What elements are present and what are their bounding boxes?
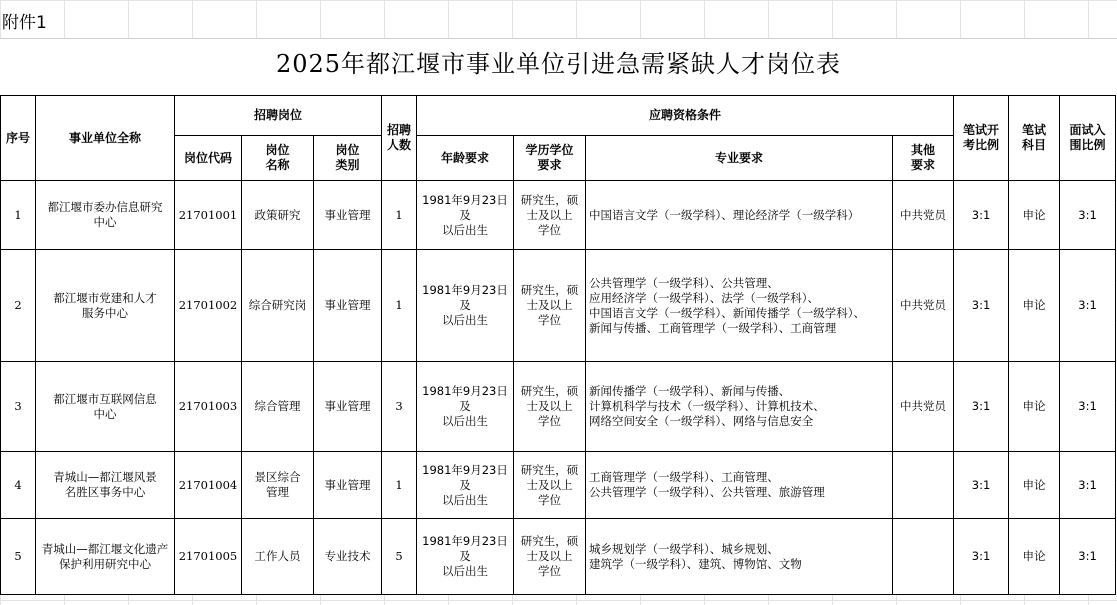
- row-post-name: 综合管理: [242, 362, 314, 452]
- row-seq: 4: [1, 452, 36, 519]
- row-count: 5: [382, 519, 417, 595]
- row-unit: 都江堰市互联网信息 中心: [36, 362, 175, 452]
- header-post-type: 岗位 类别: [314, 136, 382, 181]
- row-post-code: 21701004: [175, 452, 242, 519]
- row-exam-ratio: 3:1: [954, 181, 1009, 250]
- row-exam-ratio: 3:1: [954, 519, 1009, 595]
- row-major: 工商管理学（一级学科）、工商管理、 公共管理学（一级学科）、公共管理、旅游管理: [586, 452, 893, 519]
- row-unit: 青城山—都江堰风景 名胜区事务中心: [36, 452, 175, 519]
- row-count: 3: [382, 362, 417, 452]
- table-row: [1, 519, 1116, 595]
- header-post-code: 岗位代码: [175, 136, 242, 181]
- header-age: 年龄要求: [417, 136, 514, 181]
- row-count: 1: [382, 452, 417, 519]
- row-post-code: 21701002: [175, 250, 242, 362]
- row-edu: 研究生，硕 士及以上 学位: [514, 452, 586, 519]
- row-post-type: 事业管理: [314, 250, 382, 362]
- row-exam-ratio: 3:1: [954, 250, 1009, 362]
- row-count: 1: [382, 181, 417, 250]
- row-age: 1981年9月23日及 以后出生: [417, 362, 514, 452]
- table-row: [1, 362, 1116, 452]
- row-other: 中共党员: [893, 250, 954, 362]
- row-major: 新闻传播学（一级学科）、新闻与传播、 计算机科学与技术（一级学科）、计算机技术、 网络空间安全（一级学科）、网络与信息安全: [586, 362, 893, 452]
- header-post-name: 岗位 名称: [242, 136, 314, 181]
- table-row: [1, 452, 1116, 519]
- table-row: [1, 250, 1116, 362]
- header-seq: 序号: [1, 96, 36, 181]
- row-exam-subject: 申论: [1009, 250, 1060, 362]
- row-age: 1981年9月23日及 以后出生: [417, 452, 514, 519]
- row-post-name: 政策研究: [242, 181, 314, 250]
- row-post-type: 事业管理: [314, 362, 382, 452]
- row-post-type: 事业管理: [314, 181, 382, 250]
- row-post-code: 21701003: [175, 362, 242, 452]
- row-seq: 5: [1, 519, 36, 595]
- row-interview-ratio: 3:1: [1060, 181, 1116, 250]
- header-req-group: 应聘资格条件: [417, 96, 954, 136]
- positions-table: [0, 95, 1116, 595]
- row-unit: 都江堰市党建和人才 服务中心: [36, 250, 175, 362]
- header-major: 专业要求: [586, 136, 893, 181]
- row-post-code: 21701005: [175, 519, 242, 595]
- row-major: 中国语言文学（一级学科）、理论经济学（一级学科）: [586, 181, 893, 250]
- row-interview-ratio: 3:1: [1060, 250, 1116, 362]
- row-post-name: 景区综合 管理: [242, 452, 314, 519]
- row-edu: 研究生，硕 士及以上 学位: [514, 181, 586, 250]
- header-post-group: 招聘岗位: [175, 96, 382, 136]
- row-seq: 2: [1, 250, 36, 362]
- row-exam-subject: 申论: [1009, 181, 1060, 250]
- row-age: 1981年9月23日及 以后出生: [417, 250, 514, 362]
- row-age: 1981年9月23日及 以后出生: [417, 519, 514, 595]
- page-title: 2025年都江堰市事业单位引进急需紧缺人才岗位表: [275, 50, 842, 78]
- row-unit: 青城山—都江堰文化遗产 保护利用研究中心: [36, 519, 175, 595]
- header-interview-ratio: 面试入 围比例: [1060, 96, 1116, 181]
- header-edu: 学历学位 要求: [514, 136, 586, 181]
- row-other: [893, 519, 954, 595]
- row-post-name: 工作人员: [242, 519, 314, 595]
- row-unit: 都江堰市委办信息研究 中心: [36, 181, 175, 250]
- row-exam-subject: 申论: [1009, 362, 1060, 452]
- table-row: [1, 181, 1116, 250]
- row-edu: 研究生，硕 士及以上 学位: [514, 362, 586, 452]
- row-exam-subject: 申论: [1009, 452, 1060, 519]
- row-other: [893, 452, 954, 519]
- row-edu: 研究生，硕 士及以上 学位: [514, 250, 586, 362]
- row-other: 中共党员: [893, 362, 954, 452]
- header-unit: 事业单位全称: [36, 96, 175, 181]
- row-count: 1: [382, 250, 417, 362]
- row-interview-ratio: 3:1: [1060, 519, 1116, 595]
- row-seq: 3: [1, 362, 36, 452]
- header-exam-subject: 笔试 科目: [1009, 96, 1060, 181]
- row-exam-ratio: 3:1: [954, 362, 1009, 452]
- header-other: 其他 要求: [893, 136, 954, 181]
- row-other: 中共党员: [893, 181, 954, 250]
- row-age: 1981年9月23日及 以后出生: [417, 181, 514, 250]
- row-post-type: 专业技术: [314, 519, 382, 595]
- header-count: 招聘 人数: [382, 96, 417, 181]
- attachment-label: 附件1: [2, 8, 51, 33]
- row-seq: 1: [1, 181, 36, 250]
- row-post-code: 21701001: [175, 181, 242, 250]
- row-interview-ratio: 3:1: [1060, 362, 1116, 452]
- row-major: 城乡规划学（一级学科）、城乡规划、 建筑学（一级学科）、建筑、博物馆、文物: [586, 519, 893, 595]
- row-interview-ratio: 3:1: [1060, 452, 1116, 519]
- row-exam-subject: 申论: [1009, 519, 1060, 595]
- row-exam-ratio: 3:1: [954, 452, 1009, 519]
- row-post-type: 事业管理: [314, 452, 382, 519]
- header-exam-ratio: 笔试开 考比例: [954, 96, 1009, 181]
- row-edu: 研究生，硕 士及以上 学位: [514, 519, 586, 595]
- row-post-name: 综合研究岗: [242, 250, 314, 362]
- row-major: 公共管理学（一级学科）、公共管理、 应用经济学（一级学科）、法学（一级学科）、 中国语言文学（一级学科）、新闻传播学（一级学科）、 新闻与传播、工商管理学（一级学科）、工商管理: [586, 250, 893, 362]
